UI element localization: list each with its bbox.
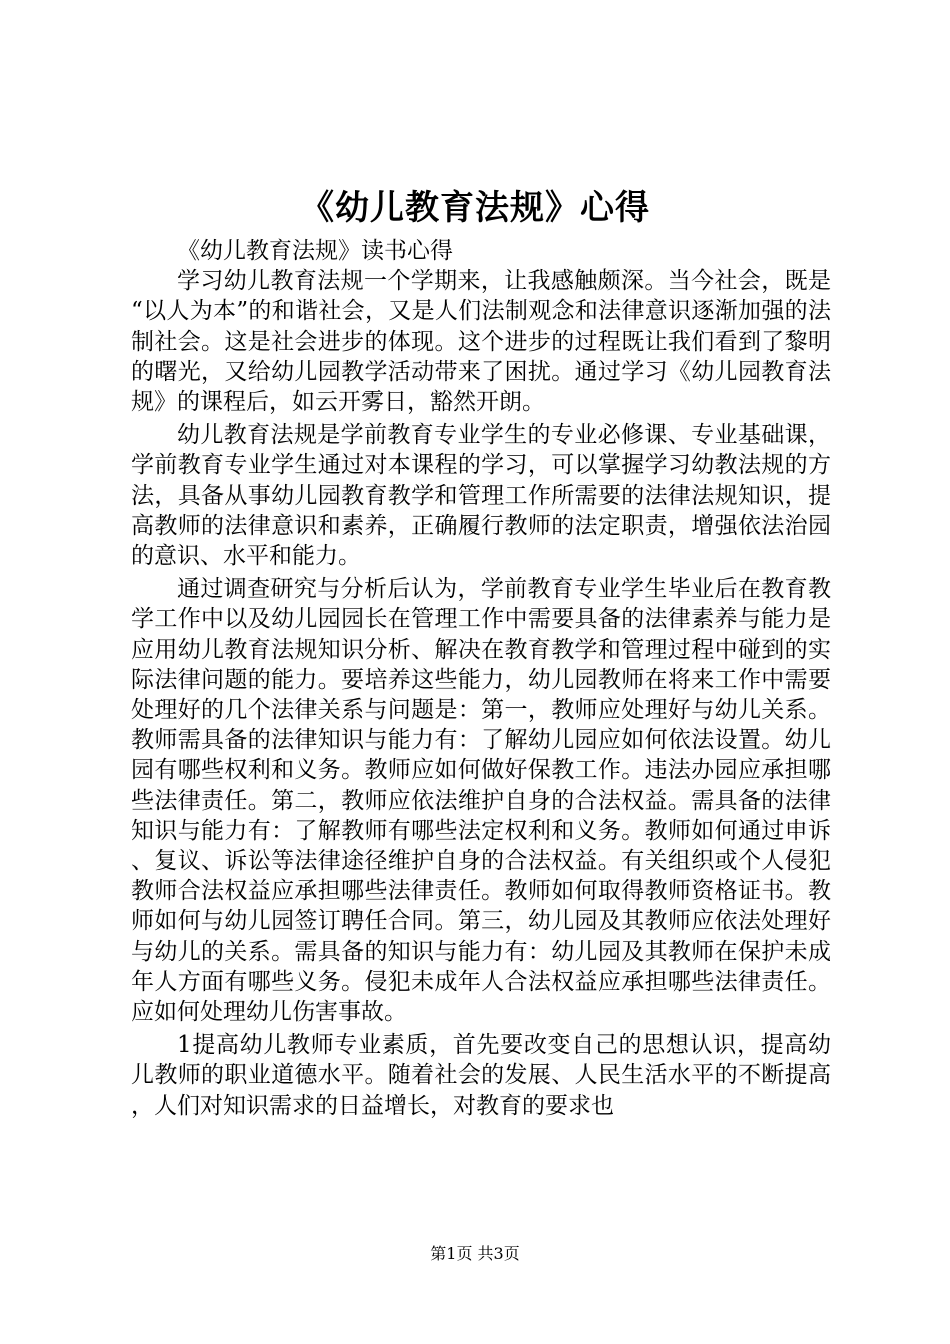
document-title: 《幼儿教育法规》心得	[300, 188, 650, 228]
paragraph-4: 1提高幼儿教师专业素质，首先要改变自己的思想认识，提高幼儿教师的职业道德水平。随着社会的发展、人民生活水平的不断提高，人们对知识需求的日益增长，对教育的要求也	[131, 1032, 831, 1119]
paragraph-2: 幼儿教育法规是学前教育专业学生的专业必修课、专业基础课，学前教育专业学生通过对本课程的学习，可以掌握学习幼教法规的方法，具备从事幼儿园教育教学和管理工作所需要的法律法规知识，提高教师的法律意识和素养，正确履行教师的法定职责，增强依法治园的意识、水平和能力。	[131, 422, 831, 570]
document-subtitle: 《幼儿教育法规》读书心得	[177, 238, 453, 264]
document-body	[131, 236, 831, 1124]
paragraph-1: 学习幼儿教育法规一个学期来，让我感触颇深。当今社会，既是“以人为本”的和谐社会，又是人们法制观念和法律意识逐渐加强的法制社会。这是社会进步的体现。这个进步的过程既让我们看到了黎明的曙光，又给幼儿园教学活动带来了困扰。通过学习《幼儿园教育法规》的课程后，如云开雾日，豁然开朗。	[131, 268, 831, 416]
page-number-footer: 第1页 共3页	[430, 1244, 520, 1263]
paragraph-3: 通过调查研究与分析后认为，学前教育专业学生毕业后在教育教学工作中以及幼儿园园长在管理工作中需要具备的法律素养与能力是应用幼儿教育法规知识分析、解决在教育教学和管理过程中碰到的实际法律问题的能力。要培养这些能力，幼儿园教师在将来工作中需要处理好的几个法律关系与问题是：第一，教师应处理好与幼儿关系。教师需具备的法律知识与能力有：了解幼儿园应如何依法设置。幼儿园有哪些权利和义务。教师应如何做好保教工作。违法办园应承担哪些法律责任。第二，教师应依法维护自身的合法权益。需具备的法律知识与能力有：了解教师有哪些法定权利和义务。教师如何通过申诉、复议、诉讼等法律途径维护自身的合法权益。有关组织或个人侵犯教师合法权益应承担哪些法律责任。教师如何取得教师资格证书。教师如何与幼儿园签订聘任合同。第三，幼儿园及其教师应依法处理好与幼儿的关系。需具备的知识与能力有：幼儿园及其教师在保护未成年人方面有哪些义务。侵犯未成年人合法权益应承担哪些法律责任。应如何处理幼儿伤害事故。	[131, 576, 831, 1026]
